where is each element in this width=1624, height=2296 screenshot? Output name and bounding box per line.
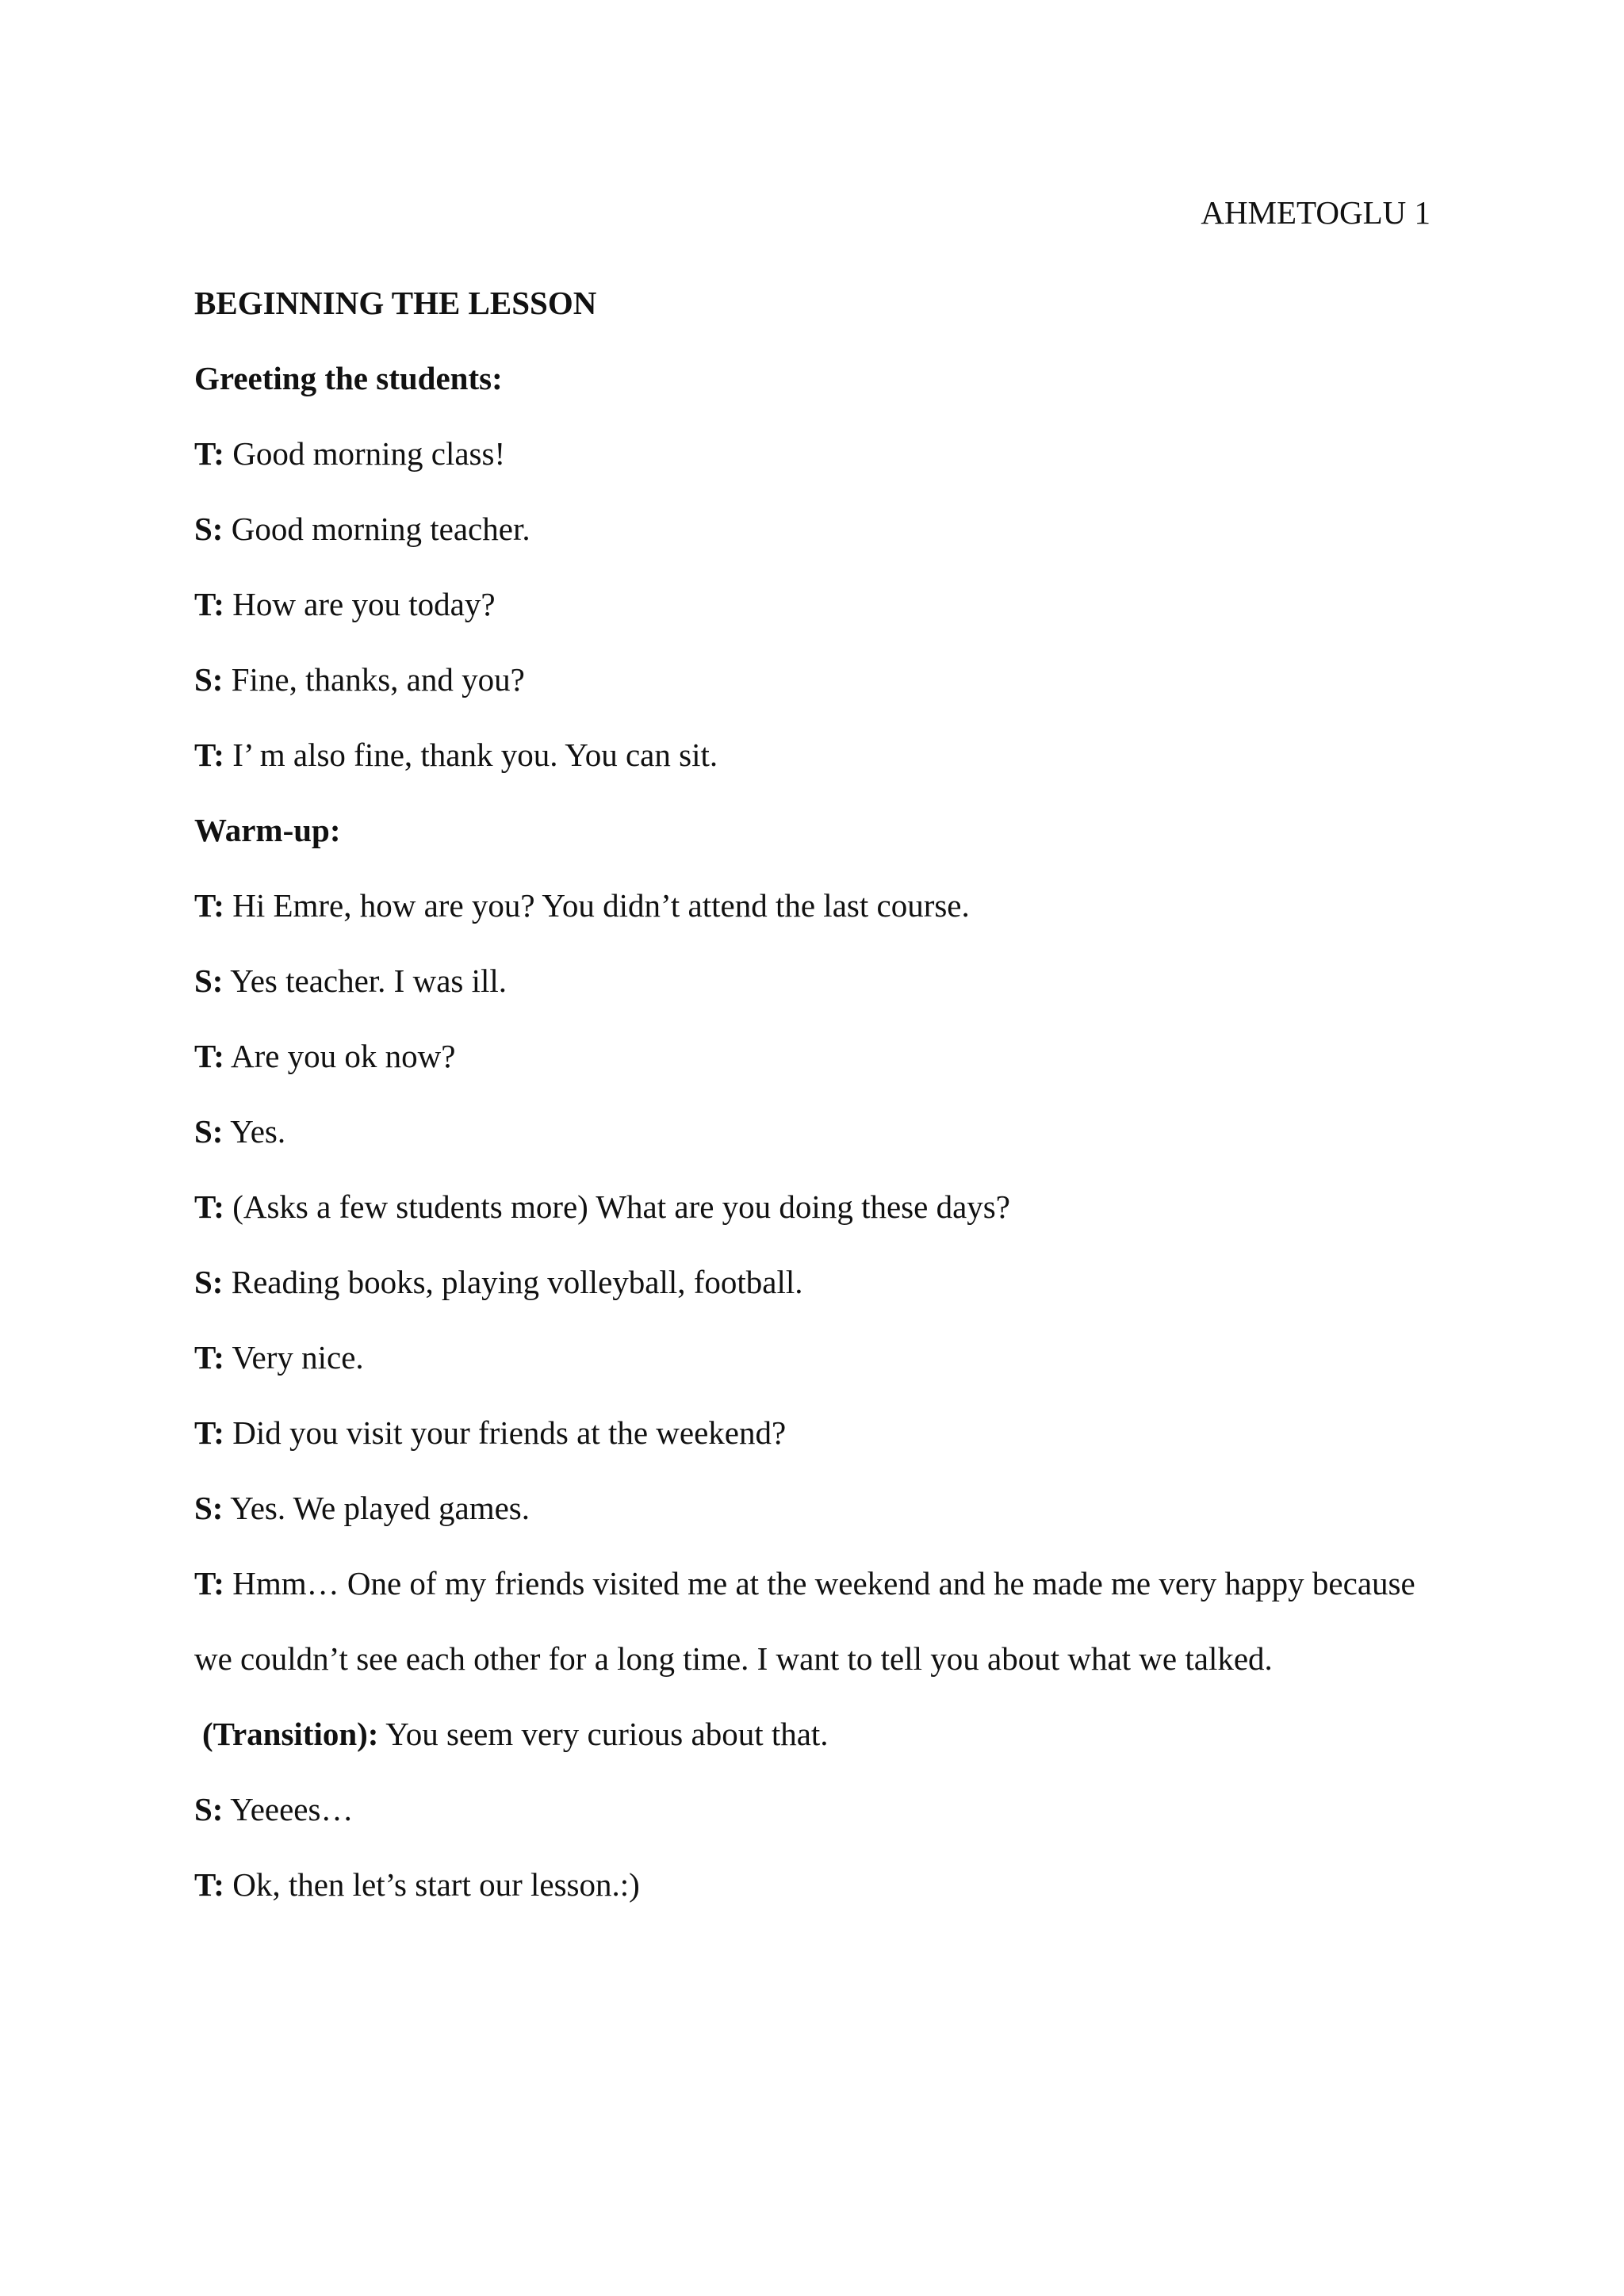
transition-label: (Transition): (202, 1716, 379, 1752)
speaker-label: T: (194, 1866, 224, 1903)
speaker-label: S: (194, 1791, 224, 1827)
dialogue-text: Good morning teacher. (223, 511, 530, 547)
dialogue-text: Yes. We played games. (223, 1490, 530, 1526)
dialogue-line (194, 943, 1439, 1019)
speaker-label: S: (194, 1264, 224, 1300)
dialogue-line (194, 1546, 1439, 1697)
speaker-label: T: (194, 887, 224, 924)
dialogue-line (194, 1169, 1439, 1245)
dialogue-text: Yeeees… (223, 1791, 354, 1827)
dialogue-line (194, 1094, 1439, 1169)
dialogue-line (194, 1847, 1439, 1923)
dialogue-text: Very nice. (224, 1339, 364, 1376)
greeting-dialogue (194, 416, 1439, 793)
dialogue-text: You seem very curious about that. (378, 1716, 829, 1752)
running-head: AHMETOGLU 1 (1201, 194, 1431, 231)
speaker-label: T: (194, 1038, 224, 1074)
dialogue-text: I’ m also fine, thank you. You can sit. (224, 737, 718, 773)
speaker-label: T: (194, 1339, 224, 1376)
greeting-heading: Greeting the students: (194, 360, 503, 396)
dialogue-line (194, 567, 1439, 642)
speaker-label: T: (194, 435, 224, 472)
dialogue-text: (Asks a few students more) What are you doing these days? (224, 1188, 1010, 1225)
dialogue-line (194, 416, 1439, 492)
dialogue-line (194, 1320, 1439, 1395)
dialogue-text: Fine, thanks, and you? (223, 661, 525, 698)
dialogue-line (194, 1772, 1439, 1847)
dialogue-line (194, 1019, 1439, 1094)
dialogue-line (194, 642, 1439, 718)
dialogue-text: Reading books, playing volleyball, football. (223, 1264, 803, 1300)
dialogue-line (194, 1697, 1439, 1772)
dialogue-text: Hi Emre, how are you? You didn’t attend the last course. (224, 887, 970, 924)
section-title: BEGINNING THE LESSON (194, 285, 597, 321)
document-body (194, 266, 1439, 1923)
speaker-label: S: (194, 511, 224, 547)
speaker-label: S: (194, 962, 224, 999)
dialogue-line (194, 868, 1439, 943)
warmup-dialogue (194, 868, 1439, 1923)
speaker-label: S: (194, 1113, 224, 1150)
speaker-label: T: (194, 1565, 224, 1601)
dialogue-line (194, 1471, 1439, 1546)
dialogue-text: Did you visit your friends at the weekend? (224, 1414, 787, 1451)
dialogue-text: Yes teacher. I was ill. (223, 962, 508, 999)
dialogue-text: Are you ok now? (224, 1038, 456, 1074)
dialogue-text: Good morning class! (224, 435, 506, 472)
dialogue-text: How are you today? (224, 586, 496, 622)
dialogue-line (194, 1245, 1439, 1320)
dialogue-line (194, 1395, 1439, 1471)
dialogue-text: Hmm… One of my friends visited me at the weekend and he made me very happy because we couldn’t see each other for a long time. I want to tell you about what we talked. (194, 1565, 1415, 1677)
dialogue-text: Ok, then let’s start our lesson.:) (224, 1866, 640, 1903)
speaker-label: S: (194, 661, 224, 698)
speaker-label: T: (194, 1414, 224, 1451)
dialogue-text: Yes. (223, 1113, 286, 1150)
dialogue-line (194, 718, 1439, 793)
speaker-label: S: (194, 1490, 224, 1526)
speaker-label: T: (194, 586, 224, 622)
speaker-label: T: (194, 1188, 224, 1225)
warmup-heading: Warm-up: (194, 812, 341, 848)
speaker-label: T: (194, 737, 224, 773)
dialogue-line (194, 492, 1439, 567)
